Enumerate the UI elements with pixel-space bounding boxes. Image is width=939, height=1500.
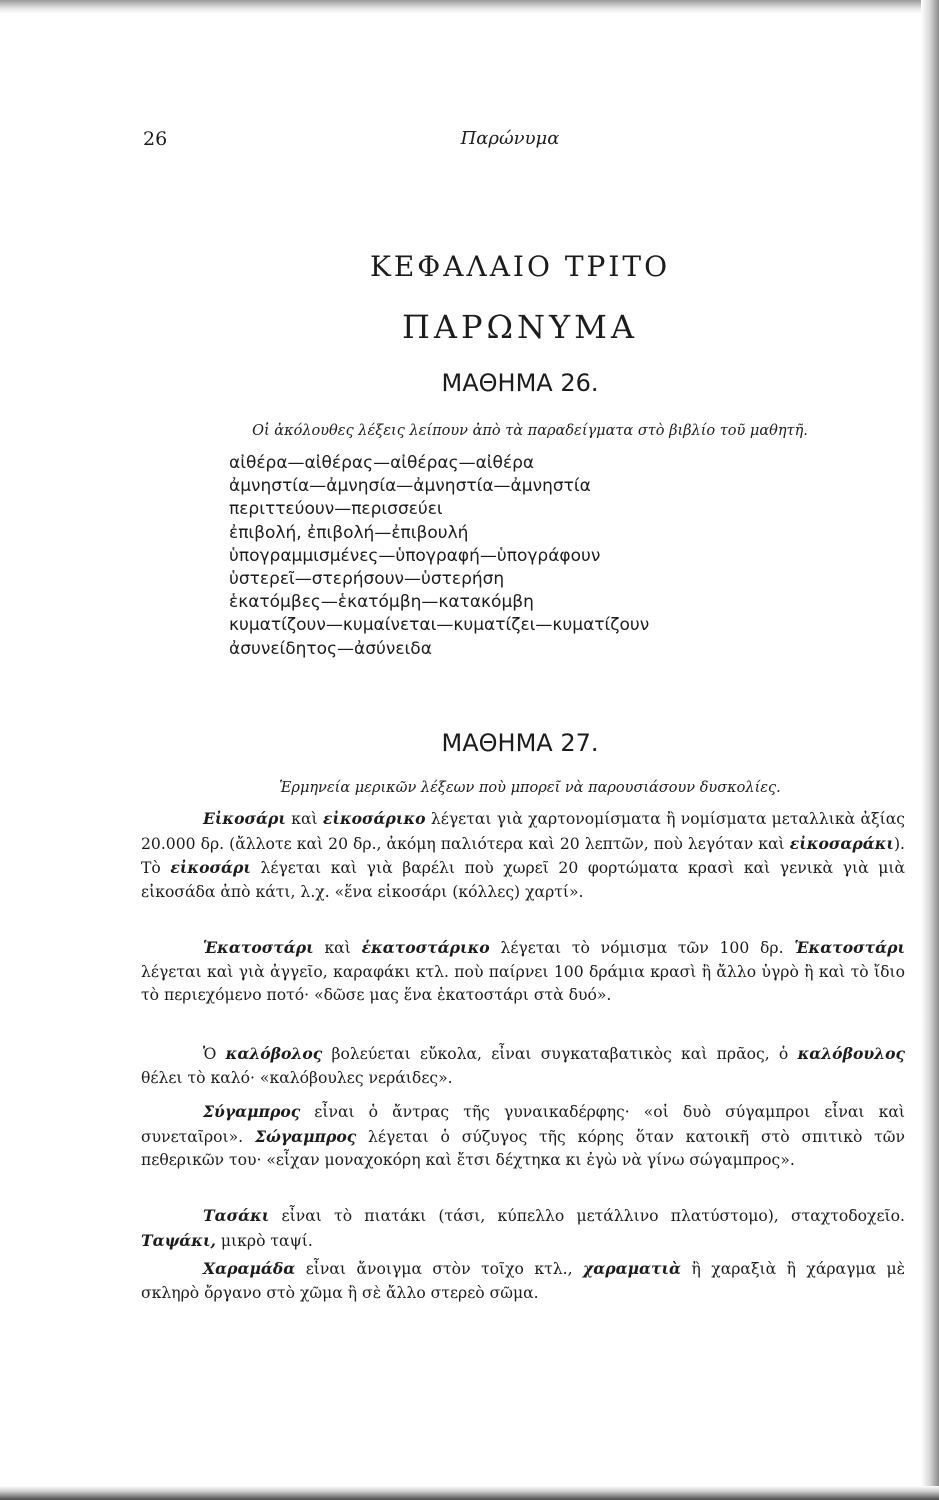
chapter-title: ΚΕΦΑΛΑΙΟ ΤΡΙΤΟ — [369, 250, 671, 283]
word-group: κυματίζουν—κυμαίνεται—κυματίζει—κυματίζουν — [229, 615, 650, 636]
page-bottom-edge — [0, 1486, 939, 1500]
term: Χαραμάδα — [203, 1259, 296, 1278]
term: Ἑκατοστάρι — [203, 938, 314, 957]
word-group: ὑστερεῖ—στερήσουν—ὑστερήση — [229, 568, 505, 589]
term: εἰκοσάρικο — [322, 809, 426, 828]
page-top-edge — [0, 0, 939, 14]
term: Σώγαμπρος — [254, 1126, 357, 1146]
term: Σύγαμπρος — [203, 1102, 301, 1121]
body-text: λέγεται καὶ γιὰ ἀγγεῖο, καραφάκι κτλ. ποὺ παίρνει 100 δράμια κρασὶ ἢ ἄλλο ὑγρὸ ἢ καὶ τὸ ἴδιο τὸ περιεχόμενο ποτό· «δῶσε μας ἕνα ἑκατοστάρι στὰ δυό». — [141, 962, 905, 1004]
page-number: 26 — [143, 128, 168, 150]
term: ἑκατοστάρικο — [361, 938, 490, 957]
body-text: λέγεται καὶ γιὰ βαρέλι ποὺ χωρεῖ 20 φορτώματα κρασὶ καὶ γενικὰ γιὰ μιὰ εἰκοσάδα ἀπὸ κάτι, λ.χ. «ἕνα εἰκοσάρι (κόλλες) χαρτί». — [141, 859, 905, 901]
body-text: θέλει τὸ καλό· «καλόβουλες νεράιδες». — [141, 1068, 453, 1087]
word-list — [229, 452, 909, 661]
term: Εἰκοσάρι — [203, 809, 286, 828]
page-right-edge — [921, 0, 939, 1500]
body-text: εἶναι τὸ πιατάκι (τάσι, κύπελλο μετάλλινο πλατύστομο), σταχτοδοχεῖο. — [269, 1207, 905, 1225]
word-group: ἀσυνείδητος—ἀσύνειδα — [229, 638, 432, 659]
term: Ταψάκι, — [141, 1230, 216, 1250]
lesson-26-heading: ΜΑΘΗΜΑ 26. — [441, 369, 599, 397]
term: καλόβολος — [225, 1044, 323, 1063]
paragraph-charamada — [141, 1257, 905, 1305]
lesson-27-instruction: Ἑρμηνεία μερικῶν λέξεων ποὺ μπορεῖ νὰ παρουσιάσουν δυσκολίες. — [279, 780, 781, 796]
body-text: λέγεται τὸ νόμισμα τῶν 100 δρ. — [489, 939, 795, 957]
body-text: μικρὸ ταψί. — [215, 1231, 313, 1250]
paragraph-eikosari — [141, 807, 905, 904]
word-group: ἑκατόμβες—ἑκατόμβη—κατακόμβη — [229, 592, 534, 613]
paragraph-tasaki — [141, 1204, 905, 1253]
term: Ἑκατοστάρι — [794, 938, 905, 957]
word-group: ὑπογραμμισμένες—ὑπογραφή—ὑπογράφουν — [229, 545, 601, 566]
term: εἰκοσαράκι — [789, 833, 894, 853]
body-text: καὶ — [285, 810, 323, 828]
word-group: ἐπιβολή, ἐπιβολή—ἐπιβουλή — [229, 522, 469, 543]
lesson-26-instruction: Οἱ ἀκόλουθες λέξεις λείπουν ἀπὸ τὰ παραδείγματα στὸ βιβλίο τοῦ μαθητῆ. — [252, 423, 808, 439]
body-text: καὶ — [313, 939, 362, 957]
body-text: ἢ χαραξιὰ ἢ χάραγμα μὲ σκληρὸ ὄργανο στὸ χῶμα ἢ σὲ ἄλλο στερεὸ σῶμα. — [141, 1260, 905, 1302]
paragraph-kalovolos — [141, 1042, 905, 1090]
word-group: περιττεύουν—περισσεύει — [229, 499, 443, 520]
body-text: εἶναι ἄνοιγμα στὸν τοῖχο κτλ., — [295, 1260, 583, 1278]
body-text: λέγεται γιὰ χαρτονομίσματα ἢ νομίσματα μεταλλικὰ ἀξίας 20.000 δρ. (ἄλλοτε καὶ 20 δρ., ἀκόμη παλιότερα καὶ 20 λεπτῶν, ποὺ λεγόταν καὶ — [141, 810, 905, 853]
lesson-27-heading: ΜΑΘΗΜΑ 27. — [441, 729, 599, 757]
body-text: Ὁ — [203, 1045, 226, 1063]
body-text: λέγεται ὁ σύζυγος τῆς κόρης ὅταν κατοικῆ στὸ σπιτικὸ τῶν πεθερικῶν του· «εἶχαν μοναχοκόρη καὶ ἔτσι δέχτηκα κι ἐγὼ νὰ γίνω σώγαμπρος». — [141, 1127, 905, 1169]
term: εἰκοσάρι — [170, 858, 251, 877]
body-text: βολεύεται εὔκολα, εἶναι συγκαταβατικὸς καὶ πρᾶος, ὁ — [322, 1045, 798, 1063]
running-title: Παρώνυμα — [460, 128, 560, 149]
part-title: ΠΑΡΩΝΥΜΑ — [401, 308, 639, 346]
term: χαραματιὰ — [582, 1259, 682, 1278]
body-text: εἶναι ὁ ἄντρας τῆς γυναικαδέρφης· «οἱ δυὸ σύγαμπροι εἶναι καὶ συνεταῖροι». — [141, 1103, 905, 1146]
word-group: αἰθέρα—αἰθέρας—αἰθέρας—αἰθέρα — [229, 453, 535, 473]
word-group: ἀμνηστία—ἀμνησία—ἀμνηστία—ἀμνηστία — [229, 476, 591, 497]
body-text: ). Τὸ — [141, 834, 905, 877]
term: καλόβουλος — [797, 1044, 905, 1063]
term: Τασάκι — [203, 1206, 270, 1225]
paragraph-ekatostari — [141, 936, 905, 1008]
paragraph-sygambros — [141, 1100, 905, 1173]
